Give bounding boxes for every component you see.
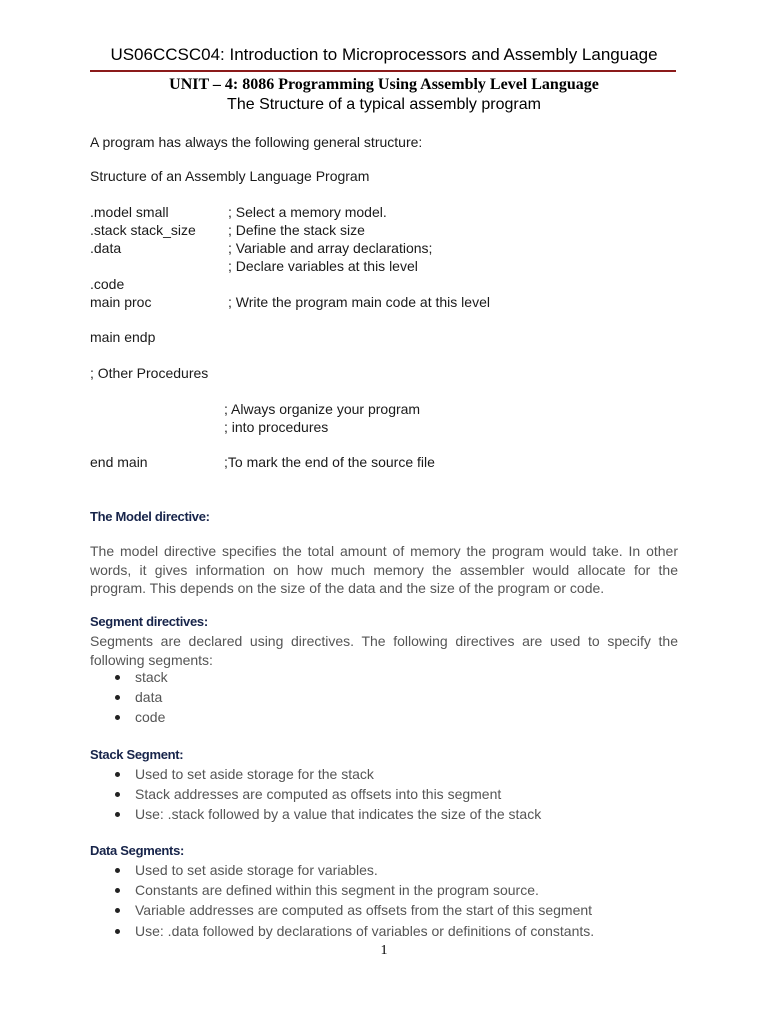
code-line: main proc [90, 294, 152, 310]
header-rule [90, 70, 676, 72]
course-title: US06CCSC04: Introduction to Microprocessors and Assembly Language [110, 45, 658, 64]
list-item: Used to set aside storage for the stack [90, 764, 541, 784]
bullet-icon [115, 868, 120, 873]
bullet-icon [115, 715, 120, 720]
page-number: 1 [380, 943, 388, 958]
code-comment: ; Select a memory model. [228, 204, 387, 220]
segment-directives-heading: Segment directives: [90, 614, 208, 629]
bullet-icon [115, 812, 120, 817]
list-item: code [90, 707, 168, 727]
list-item: Constants are defined within this segment in the program source. [90, 880, 594, 900]
model-directive-body: The model directive specifies the total amount of memory the program would take. In other words, it gives information on how much memory the assembler would allocate for the program. This depends on the size of the data and the size of the program or code. [90, 543, 678, 596]
bullet-icon [115, 888, 120, 893]
code-line: .stack stack_size [90, 222, 196, 238]
segment-list [90, 667, 168, 728]
code-line: ; Other Procedures [90, 365, 209, 381]
data-segments-list [90, 860, 594, 941]
bullet-icon [115, 772, 120, 777]
list-item: Stack addresses are computed as offsets into this segment [90, 784, 541, 804]
code-comment: ;To mark the end of the source file [224, 454, 435, 470]
bullet-icon [115, 908, 120, 913]
section-title: The Structure of a typical assembly program [227, 96, 541, 113]
code-line: .data [90, 240, 122, 256]
stack-segment-list [90, 764, 541, 825]
structure-label: Structure of an Assembly Language Program [90, 168, 370, 184]
list-item: Used to set aside storage for variables. [90, 860, 594, 880]
data-segments-heading: Data Segments: [90, 843, 185, 858]
bullet-icon [115, 792, 120, 797]
code-comment: ; Write the program main code at this level [228, 294, 490, 310]
code-line: end main [90, 454, 148, 470]
unit-title: UNIT – 4: 8086 Programming Using Assembly Level Language [169, 76, 599, 93]
code-comment: ; Variable and array declarations; [228, 240, 433, 256]
code-comment: ; Always organize your program [224, 401, 421, 417]
code-comment: ; Define the stack size [228, 222, 365, 238]
code-comment: ; Declare variables at this level [228, 258, 418, 274]
code-comment: ; into procedures [224, 419, 329, 435]
list-item: stack [90, 667, 168, 687]
code-line: .model small [90, 204, 169, 220]
intro-text: A program has always the following general structure: [90, 134, 423, 150]
list-item: data [90, 687, 168, 707]
code-line: .code [90, 276, 125, 292]
list-item: Use: .stack followed by a value that indicates the size of the stack [90, 804, 541, 824]
model-directive-heading: The Model directive: [90, 509, 210, 524]
bullet-icon [115, 929, 120, 934]
code-line: main endp [90, 329, 156, 345]
bullet-icon [115, 675, 120, 680]
stack-segment-heading: Stack Segment: [90, 747, 184, 762]
bullet-icon [115, 695, 120, 700]
list-item: Use: .data followed by declarations of variables or definitions of constants. [90, 921, 594, 941]
segment-directives-body: Segments are declared using directives. The following directives are used to specify the following segments: [90, 633, 678, 668]
list-item: Variable addresses are computed as offsets from the start of this segment [90, 900, 594, 920]
